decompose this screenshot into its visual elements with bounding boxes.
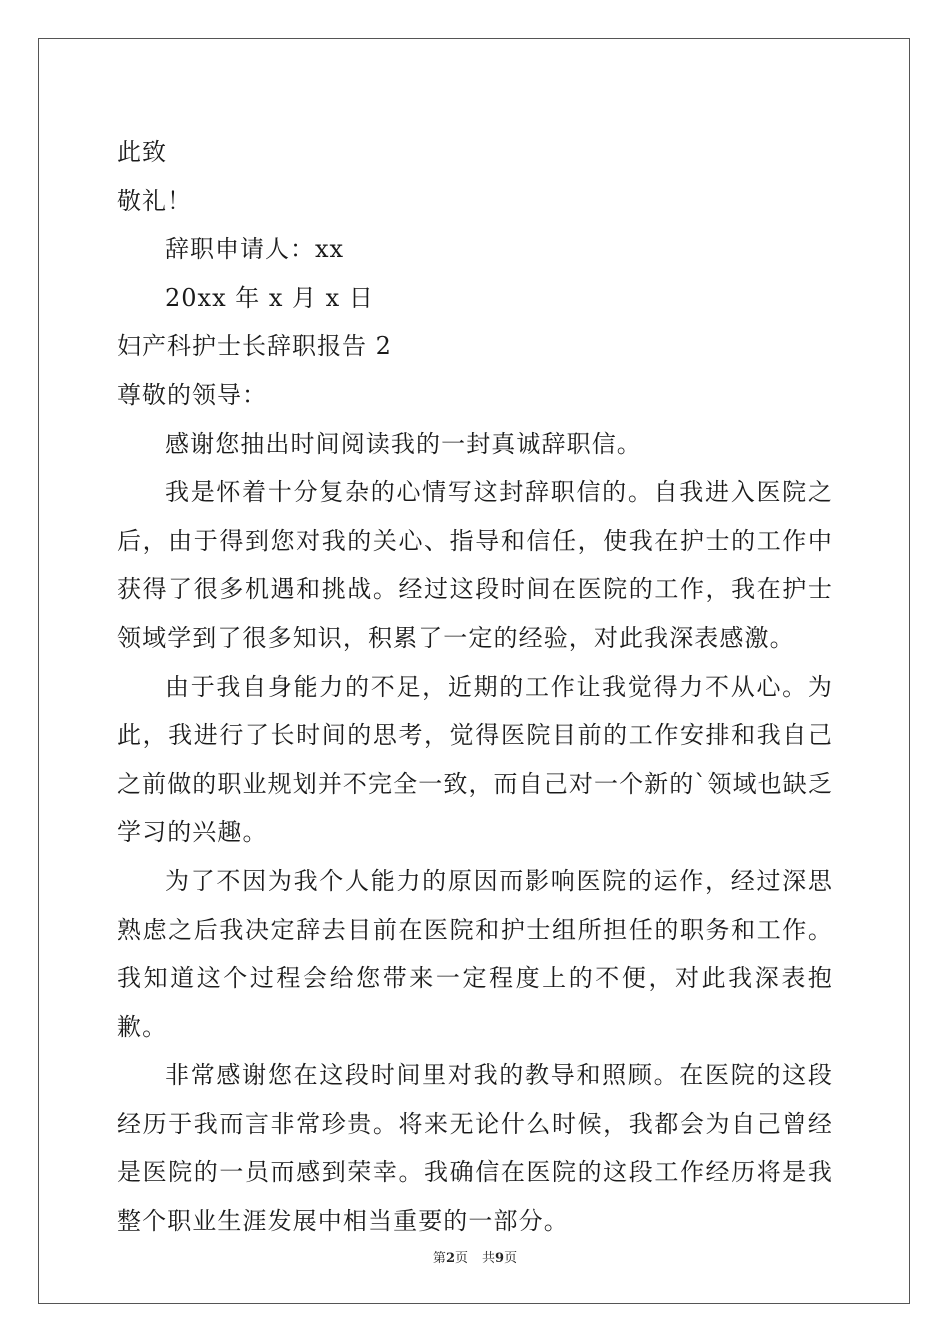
document-body: [117, 128, 833, 1246]
signature-line: 辞职申请人：xx: [165, 235, 345, 264]
total-prefix: 共: [482, 1251, 496, 1266]
paragraph: 非常感谢您在这段时间里对我的教导和照顾。在医院的这段经历于我而言非常珍贵。将来无论什么时候，我都会为自己曾经是医院的一员而感到荣幸。我确信在医院的这段工作经历将是我整个职业生涯发展中相当重要的一部分。: [117, 1061, 833, 1236]
page-prefix: 第: [432, 1251, 446, 1266]
salute-line: 敬礼！: [117, 186, 192, 215]
page-number-footer: [0, 1247, 950, 1266]
letter-title: 妇产科护士长辞职报告 2: [117, 332, 392, 361]
paragraph: 由于我自身能力的不足，近期的工作让我觉得力不从心。为此，我进行了长时间的思考，觉得医院目前的工作安排和我自己之前做的职业规划并不完全一致，而自己对一个新的`领域也缺乏学习的兴趣。: [117, 672, 833, 847]
paragraph: 为了不因为我个人能力的原因而影响医院的运作，经过深思熟虑之后我决定辞去目前在医院和护士组所担任的职务和工作。我知道这个过程会给您带来一定程度上的不便，对此我深表抱歉。: [117, 866, 833, 1041]
paragraph: 我是怀着十分复杂的心情写这封辞职信的。自我进入医院之后，由于得到您对我的关心、指导和信任，使我在护士的工作中获得了很多机遇和挑战。经过这段时间在医院的工作，我在护士领域学到了很多知识，积累了一定的经验，对此我深表感激。: [117, 478, 833, 652]
page-suffix: 页: [454, 1251, 468, 1266]
greeting-line: 尊敬的领导：: [117, 380, 267, 409]
current-page-number: 2: [445, 1251, 455, 1266]
closing-line: 此致: [117, 138, 167, 166]
total-page-number: 9: [495, 1251, 505, 1266]
paragraph: 感谢您抽出时间阅读我的一封真诚辞职信。: [165, 429, 642, 458]
date-line: 20xx 年 x 月 x 日: [165, 283, 374, 312]
total-suffix: 页: [504, 1251, 518, 1266]
